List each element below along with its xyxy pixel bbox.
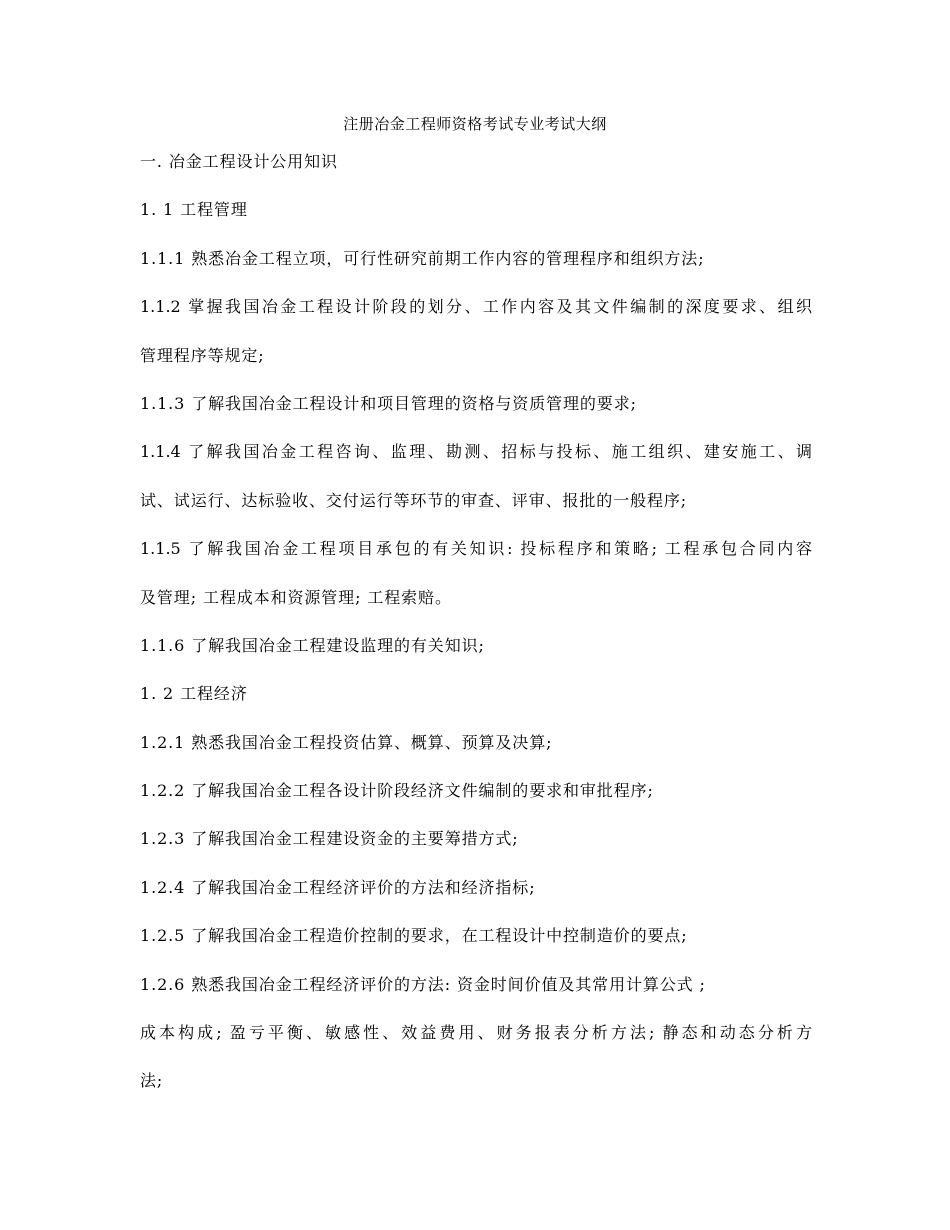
outline-item-continued: 法; xyxy=(140,1071,164,1091)
outline-item-continued: 及管理; 工程成本和资源管理; 工程索赔。 xyxy=(140,587,452,607)
document-body xyxy=(140,150,812,1118)
outline-item: 1.2.5 了解我国冶金工程造价控制的要求，在工程设计中控制造价的要点; xyxy=(140,926,688,946)
subsection-heading: 1. 2 工程经济 xyxy=(140,684,248,704)
outline-item: 1.2.2 了解我国冶金工程各设计阶段经济文件编制的要求和审批程序; xyxy=(140,781,654,801)
outline-item-continued: 管理程序等规定; xyxy=(140,345,265,365)
outline-item: 1.1.1 熟悉冶金工程立项，可行性研究前期工作内容的管理程序和组织方法; xyxy=(140,248,705,268)
outline-item: 1.2.1 熟悉我国冶金工程投资估算、概算、预算及决算; xyxy=(140,732,553,752)
subsection-heading: 1. 1 工程管理 xyxy=(140,200,248,220)
outline-item-continued: 成本构成; 盈亏平衡、敏感性、效益费用、财务报表分析方法; 静态和动态分析方 xyxy=(140,1023,812,1043)
section-heading: 一. 冶金工程设计公用知识 xyxy=(140,152,338,171)
outline-item: 1.2.4 了解我国冶金工程经济评价的方法和经济指标; xyxy=(140,877,536,897)
outline-item: 1.1.4 了解我国冶金工程咨询、监理、勘测、招标与投标、施工组织、建安施工、调 xyxy=(140,442,812,462)
outline-item: 1.2.6 熟悉我国冶金工程经济评价的方法: 资金时间价值及其常用计算公式 ; xyxy=(140,974,706,994)
outline-item: 1.1.5 了解我国冶金工程项目承包的有关知识: 投标程序和策略; 工程承包合同内容 xyxy=(140,539,812,559)
outline-item: 1.1.2 掌握我国冶金工程设计阶段的划分、工作内容及其文件编制的深度要求、组织 xyxy=(140,297,812,317)
document-title: 注册冶金工程师资格考试专业考试大纲 xyxy=(343,115,607,133)
outline-item-continued: 试、试运行、达标验收、交付运行等环节的审查、评审、报批的一般程序; xyxy=(140,490,688,510)
outline-item: 1.1.6 了解我国冶金工程建设监理的有关知识; xyxy=(140,635,485,655)
outline-item: 1.1.3 了解我国冶金工程设计和项目管理的资格与资质管理的要求; xyxy=(140,393,637,413)
outline-item: 1.2.3 了解我国冶金工程建设资金的主要筹措方式; xyxy=(140,829,519,849)
